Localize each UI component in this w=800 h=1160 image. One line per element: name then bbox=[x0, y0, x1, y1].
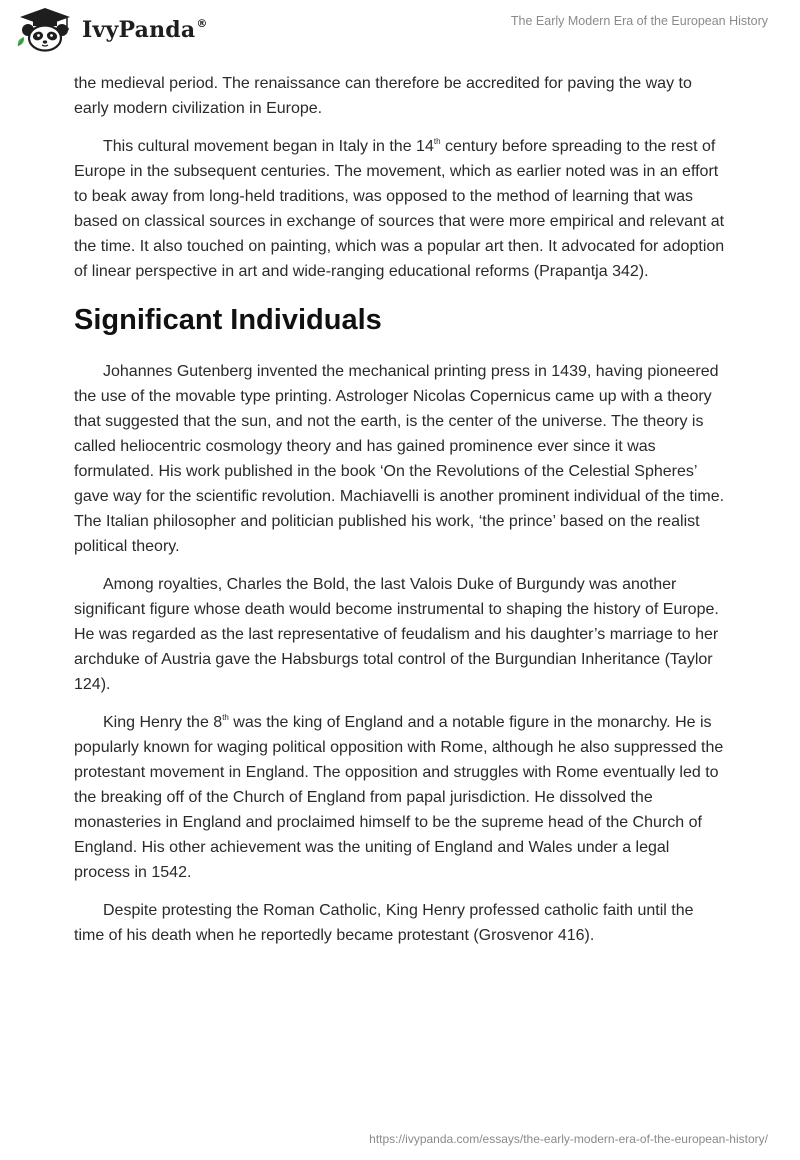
essay-content bbox=[74, 71, 726, 961]
ivypanda-logo[interactable] bbox=[14, 6, 208, 52]
brand-name: IvyPanda® bbox=[82, 17, 208, 43]
source-url-link[interactable]: https://ivypanda.com/essays/the-early-modern-era-of-the-european-history/ bbox=[369, 1132, 768, 1146]
document-title: The Early Modern Era of the European History bbox=[510, 14, 768, 28]
paragraph-continued: the medieval period. The renaissance can therefore be accredited for paving the way to early modern civilization in Europe. bbox=[74, 75, 692, 117]
paragraph-gutenberg: Johannes Gutenberg invented the mechanical printing press in 1439, having pioneered the use of the movable type printing. Astrologer Nicolas Copernicus came up with a theory that suggested that the sun, and not the earth, is the center of the universe. The theory is called heliocentric cosmology theory and has gained prominence ever since it was formulated. His work published in the book ‘On the Revolutions of the Celestial Spheres’ gave way for the scientific revolution. Machiavelli is another prominent individual of the time. The Italian philosopher and politician published his work, ‘the prince’ based on the realist political theory. bbox=[74, 363, 725, 555]
paragraph-king-henry: King Henry the 8th was the king of England and a notable figure in the monarchy. He is popularly known for waging political opposition with Rome, although he also suppressed the protestant movement in England. The opposition and struggles with Rome eventually led to the breaking off of the Church of England from papal jurisdiction. He dissolved the monasteries in England and proclaimed himself to be the supreme head of the Church of England. His other achievement was the uniting of England and Wales under a legal process in 1542. bbox=[74, 713, 724, 881]
paragraph-catholic-faith: Despite protesting the Roman Catholic, King Henry professed catholic faith until the time of his death when he reportedly became protestant (Grosvenor 416). bbox=[74, 902, 694, 944]
paragraph-cultural-movement: This cultural movement began in Italy in the 14th century before spreading to the rest of Europe in the subsequent centuries. The movement, which as earlier noted was in an effort to beak away from long-held traditions, was opposed to the method of learning that was based on classical sources in exchange of sources that were more empirical and relevant at the time. It also touched on painting, which was a popular art then. It advocated for adoption of linear perspective in art and wide-ranging educational reforms (Prapantja 342). bbox=[74, 137, 725, 280]
panda-logo-icon bbox=[14, 6, 76, 52]
paragraph-charles-the-bold: Among royalties, Charles the Bold, the last Valois Duke of Burgundy was another significant figure whose death would become instrumental to shaping the history of Europe. He was regarded as the last representative of feudalism and his daughter’s marriage to her archduke of Austria gave the Habsburgs total control of the Burgundian Inheritance (Taylor 124). bbox=[74, 576, 719, 693]
page-header bbox=[0, 0, 800, 70]
section-heading: Significant Individuals bbox=[74, 304, 382, 336]
